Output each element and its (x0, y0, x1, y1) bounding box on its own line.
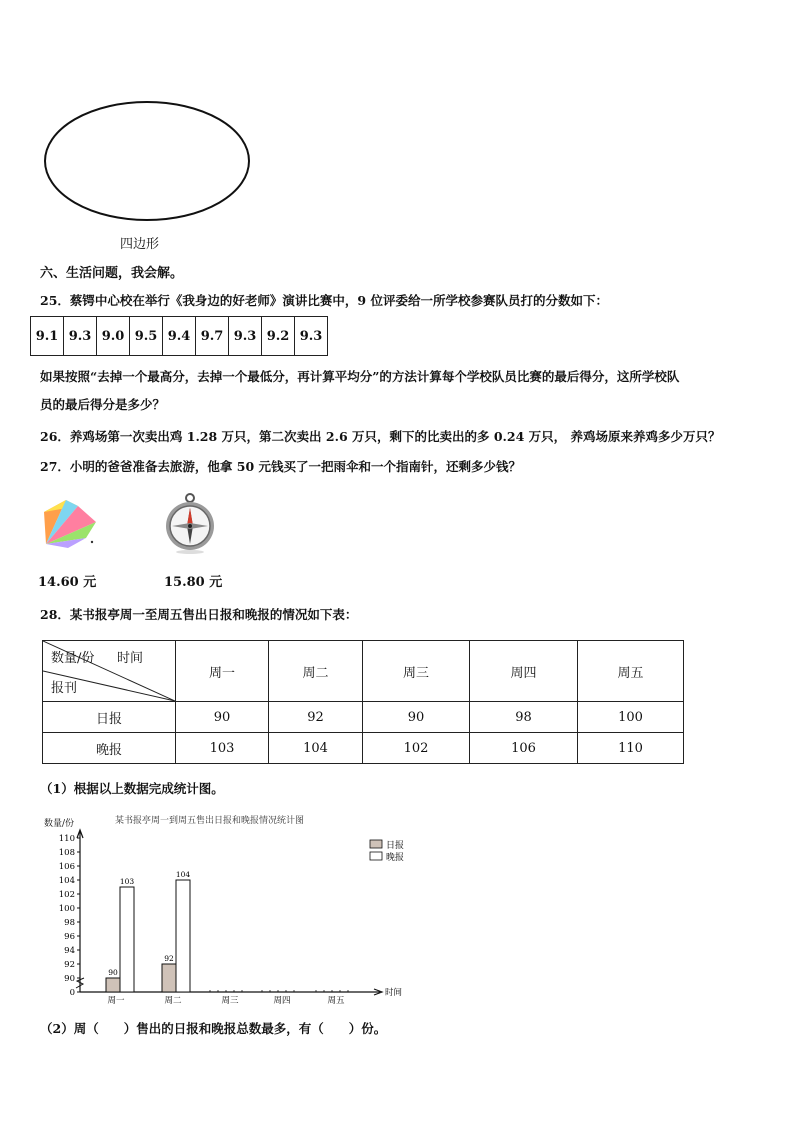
day-header: 周二 (269, 641, 363, 702)
corner-header (43, 641, 176, 702)
q25-line2: 员的最后得分是多少？ (40, 397, 166, 412)
bar-evening (176, 880, 190, 992)
x-axis-label: 时间 (385, 988, 403, 998)
q25-line1: 如果按照“去掉一个最高分，去掉一个最低分，再计算平均分”的方法计算每个学校队员比赛的最后得分，这所学校队 (40, 369, 680, 384)
y-tick-label: 0 (69, 988, 75, 998)
score-cell: 9.3 (64, 317, 97, 356)
section-title: 六、生活问题，我会解。 (40, 266, 184, 281)
ellipse-figure (40, 98, 256, 228)
bar-daily (162, 964, 176, 992)
bar-value-label: 104 (175, 870, 191, 879)
bar-value-label: 103 (119, 877, 135, 886)
corner-quantity: 数量/份 (51, 651, 95, 666)
day-header: 周三 (363, 641, 470, 702)
shape-label: 四边形 (120, 237, 160, 252)
day-header: 周五 (578, 641, 684, 702)
compass-price: 15.80 元 (164, 575, 223, 590)
q26-text: 26．养鸡场第一次卖出鸡 1.28 万只，第二次卖出 2.6 万只，剩下的比卖出的多 0.24 万只， 养鸡场原来养鸡多少万只？ (40, 429, 721, 444)
q28-text: 28．某书报亭周一至周五售出日报和晚报的情况如下表： (40, 607, 358, 622)
score-cell: 9.7 (196, 317, 229, 356)
y-tick-label: 102 (58, 890, 75, 900)
compass-icon (164, 492, 218, 556)
table-cell: 106 (470, 733, 578, 764)
table-cell: 90 (176, 702, 269, 733)
y-tick-label: 92 (64, 960, 75, 970)
table-cell: 103 (176, 733, 269, 764)
score-cell: 9.1 (31, 317, 64, 356)
x-tick-label: 周二 (164, 996, 182, 1006)
corner-time: 时间 (117, 651, 144, 666)
x-tick-label: 周三 (221, 996, 239, 1006)
umbrella-price: 14.60 元 (38, 575, 97, 590)
y-tick-label: 106 (58, 862, 75, 872)
chart-title: 某书报亭周一到周五售出日报和晚报情况统计图 (115, 816, 305, 826)
bar-value-label: 92 (164, 954, 174, 963)
table-cell: 98 (470, 702, 578, 733)
x-tick-label: 周五 (327, 996, 345, 1006)
score-cell: 9.3 (229, 317, 262, 356)
bar-daily (106, 978, 120, 992)
score-cell: 9.4 (163, 317, 196, 356)
score-cell: 9.2 (262, 317, 295, 356)
table-cell: 110 (578, 733, 684, 764)
bar-evening (120, 887, 134, 992)
y-axis-label: 数量/份 (44, 819, 75, 829)
table-cell: 100 (578, 702, 684, 733)
legend-label: 日报 (386, 841, 405, 851)
y-tick-label: 100 (58, 904, 75, 914)
umbrella-icon (38, 492, 108, 558)
day-header: 周四 (470, 641, 578, 702)
table-cell: 90 (363, 702, 470, 733)
table-cell: 102 (363, 733, 470, 764)
row-label: 晚报 (43, 733, 176, 764)
y-tick-label: 110 (58, 834, 75, 844)
q28-sub2: （2）周（ ）售出的日报和晚报总数最多，有（ ）份。 (40, 1021, 387, 1036)
bar-value-label: 90 (108, 968, 118, 977)
sales-table (42, 640, 684, 764)
legend-swatch (370, 840, 382, 848)
y-tick-label: 96 (64, 932, 75, 942)
x-tick-label: 周一 (107, 996, 125, 1006)
y-tick-label: 98 (64, 918, 75, 928)
q27-text: 27．小明的爸爸准备去旅游，他拿 50 元钱买了一把雨伞和一个指南针，还剩多少钱？ (40, 459, 521, 474)
x-tick-label: 周四 (273, 996, 291, 1006)
y-tick-label: 108 (58, 848, 75, 858)
q28-sub1: （1）根据以上数据完成统计图。 (40, 781, 224, 796)
score-cell: 9.5 (130, 317, 163, 356)
q25-text: 25．蔡锷中心校在举行《我身边的好老师》演讲比赛中，9 位评委给一所学校参赛队员打的分数如下： (40, 293, 608, 308)
bar-chart (40, 810, 420, 1010)
legend-swatch (370, 852, 382, 860)
y-tick-label: 94 (64, 946, 75, 956)
y-tick-label: 104 (58, 876, 75, 886)
day-header: 周一 (176, 641, 269, 702)
table-cell: 92 (269, 702, 363, 733)
table-cell: 104 (269, 733, 363, 764)
score-cell: 9.3 (295, 317, 328, 356)
legend-label: 晚报 (386, 853, 405, 863)
y-tick-label: 90 (64, 974, 75, 984)
score-cell: 9.0 (97, 317, 130, 356)
corner-paper: 报刊 (51, 681, 78, 696)
score-table (30, 316, 328, 356)
row-label: 日报 (43, 702, 176, 733)
